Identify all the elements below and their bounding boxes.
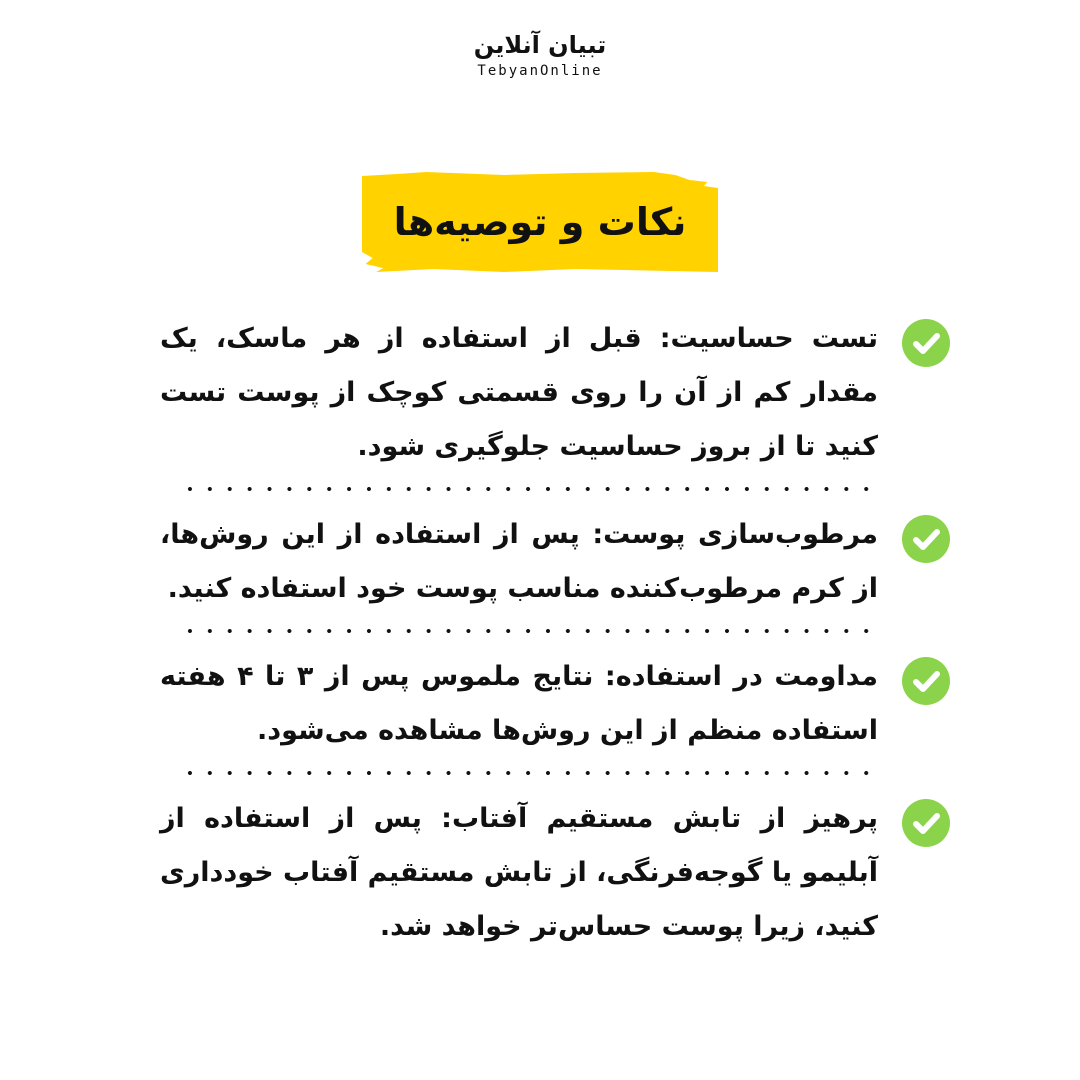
list-item [160, 508, 960, 616]
tip-text: پرهیز از تابش مستقیم آفتاب: پس از استفاده از آبلیمو یا گوجه‌فرنگی، از تابش مستقیم آفتاب خودداری کنید، زیرا پوست حساس‌تر خواهد شد. [160, 803, 878, 942]
tip-text: مرطوب‌سازی پوست: پس از استفاده از این روش‌ها، از کرم مرطوب‌کننده مناسب پوست خود استفاده کنید. [160, 519, 878, 604]
brand-name-en: TebyanOnline [477, 63, 603, 79]
list-item [160, 312, 960, 474]
dotted-divider [180, 620, 878, 642]
check-circle-icon [902, 319, 950, 367]
list-item [160, 792, 960, 954]
dotted-divider [180, 762, 878, 784]
tip-text: مداومت در استفاده: نتایج ملموس پس از ۳ تا ۴ هفته استفاده منظم از این روش‌ها مشاهده می‌شود. [160, 661, 878, 746]
tips-list [160, 312, 960, 954]
check-circle-icon [902, 799, 950, 847]
check-circle-icon [902, 657, 950, 705]
tip-text: تست حساسیت: قبل از استفاده از هر ماسک، یک مقدار کم از آن را روی قسمتی کوچک از پوست تست کنید تا از بروز حساسیت جلوگیری شود. [160, 323, 878, 462]
check-circle-icon [902, 515, 950, 563]
list-item [160, 650, 960, 758]
brand-name-fa: تبیان آنلاین [473, 31, 607, 59]
page-title: نکات و توصیه‌ها [393, 200, 687, 244]
brand-logo [0, 30, 1080, 80]
dotted-divider [180, 478, 878, 500]
